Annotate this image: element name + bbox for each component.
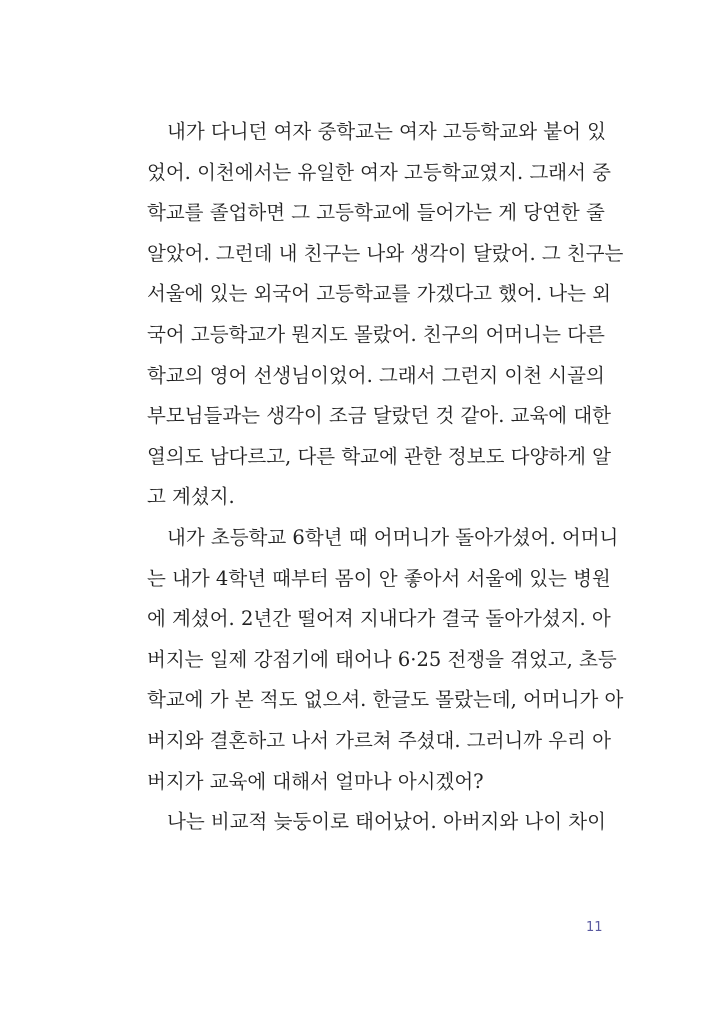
text-line: 서울에 있는 외국어 고등학교를 가겠다고 했어. 나는 외 [147, 282, 612, 306]
text-line: 부모님들과는 생각이 조금 달랐던 것 같아. 교육에 대한 [147, 404, 612, 428]
text-line: 열의도 남다르고, 다른 학교에 관한 정보도 다양하게 알 [147, 444, 612, 468]
text-line: 내가 다니던 여자 중학교는 여자 고등학교와 붙어 있 [167, 120, 606, 143]
text-line: 에 계셨어. 2년간 떨어져 지내다가 결국 돌아가셨지. 아 [147, 607, 611, 631]
page-number: 11 [586, 920, 603, 935]
text-line: 내가 초등학교 6학년 때 어머니가 돌아가셨어. 어머니 [167, 525, 619, 549]
text-line: 버지와 결혼하고 나서 가르쳐 주셨대. 그러니까 우리 아 [147, 728, 612, 752]
text-line: 학교를 졸업하면 그 고등학교에 들어가는 게 당연한 줄 [147, 201, 605, 225]
body-text [147, 112, 624, 843]
text-line: 학교의 영어 선생님이었어. 그래서 그런지 이천 시골의 [147, 363, 605, 387]
text-line: 나는 비교적 늦둥이로 태어났어. 아버지와 나이 차이 [167, 810, 606, 834]
text-line: 버지가 교육에 대해서 얼마나 아시겠어? [147, 769, 484, 793]
text-line: 버지는 일제 강점기에 태어나 6·25 전쟁을 겪었고, 초등 [147, 647, 617, 671]
text-line: 는 내가 4학년 때부터 몸이 안 좋아서 서울에 있는 병원 [147, 566, 611, 590]
text-line: 학교에 가 본 적도 없으셔. 한글도 몰랐는데, 어머니가 아 [147, 688, 624, 712]
text-line: 알았어. 그런데 내 친구는 나와 생각이 달랐어. 그 친구는 [147, 241, 624, 265]
text-line: 고 계셨지. [147, 485, 235, 509]
text-line: 었어. 이천에서는 유일한 여자 고등학교였지. 그래서 중 [147, 160, 612, 184]
text-line: 국어 고등학교가 뭔지도 몰랐어. 친구의 어머니는 다른 [147, 322, 605, 346]
